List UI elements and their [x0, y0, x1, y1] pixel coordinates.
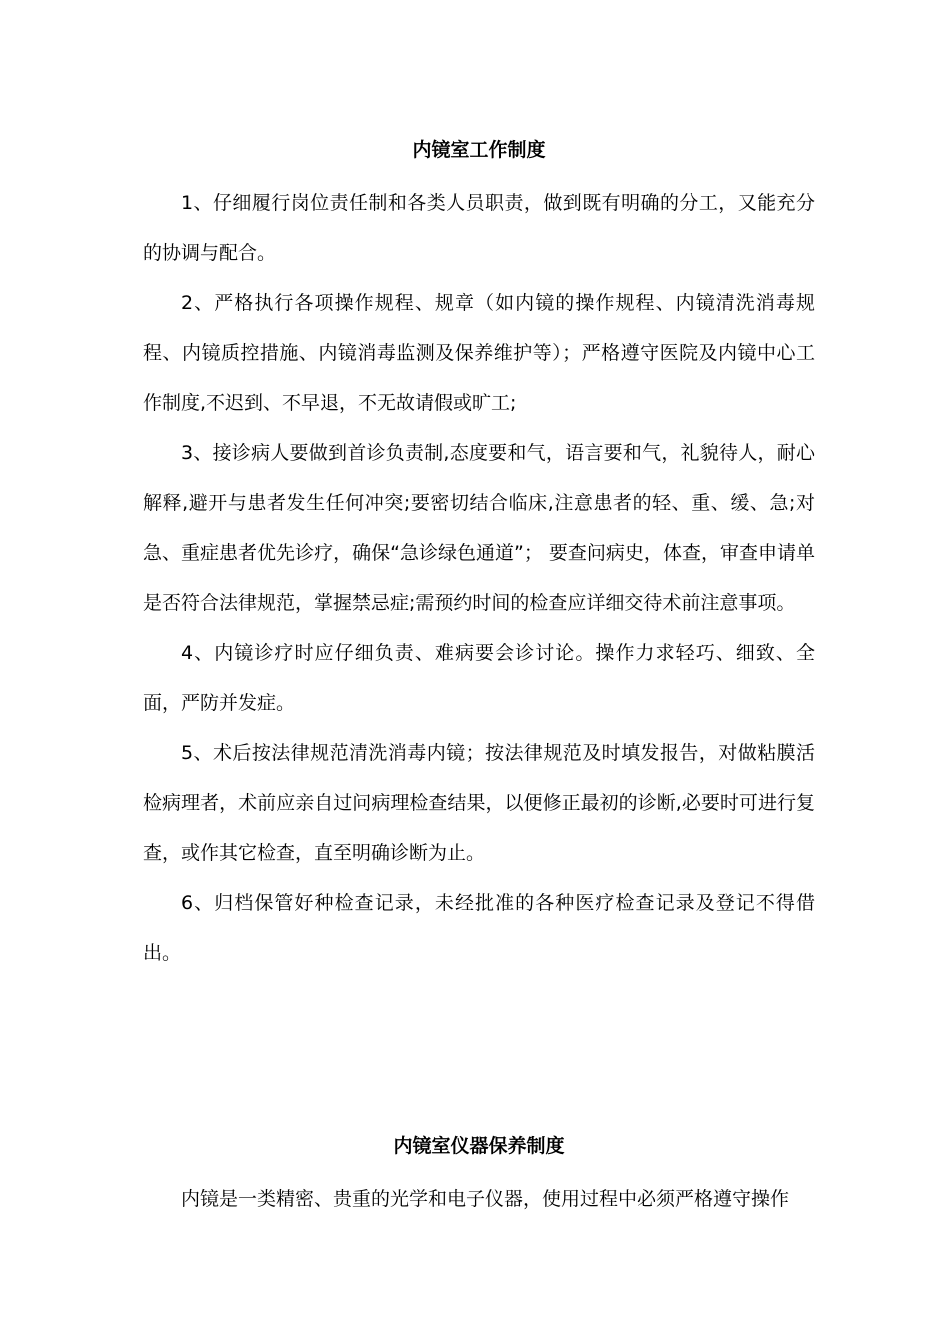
paragraph: 内镜是一类精密、贵重的光学和电子仪器，使用过程中必须严格遵守操作 [181, 1188, 790, 1210]
section-work-rules [143, 128, 815, 978]
paragraph: 3、接诊病人要做到首诊负责制,态度要和气，语言要和气，礼貌待人，耐心解释,避开与患者发生任何冲突;要密切结合临床,注意患者的轻、重、缓、急;对急、重症患者优先诊疗，确保“急诊绿色通道”； 要查问病史，体查，审查申请单是否符合法律规范，掌握禁忌症;需预约时间的检查应详细交待术前注意事项。 [143, 442, 815, 614]
section-maintenance-rules [143, 1124, 815, 1224]
section-title: 内镜室仪器保养制度 [393, 1135, 565, 1157]
paragraph: 5、术后按法律规范清洗消毒内镜；按法律规范及时填发报告，对做粘膜活检病理者，术前应亲自过问病理检查结果，以便修正最初的诊断,必要时可进行复查，或作其它检查，直至明确诊断为止。 [143, 742, 815, 864]
paragraph: 1、仔细履行岗位责任制和各类人员职责，做到既有明确的分工，又能充分的协调与配合。 [143, 192, 815, 264]
paragraph: 6、归档保管好种检查记录，未经批准的各种医疗检查记录及登记不得借出。 [143, 892, 815, 964]
section-title: 内镜室工作制度 [412, 139, 546, 161]
paragraph: 2、严格执行各项操作规程、规章（如内镜的操作规程、内镜清洗消毒规程、内镜质控措施、内镜消毒监测及保养维护等）；严格遵守医院及内镜中心工作制度,不迟到、不早退，不无故请假或旷工; [143, 292, 815, 414]
paragraph: 4、内镜诊疗时应仔细负责、难病要会诊讨论。操作力求轻巧、细致、全面，严防并发症。 [143, 642, 815, 714]
